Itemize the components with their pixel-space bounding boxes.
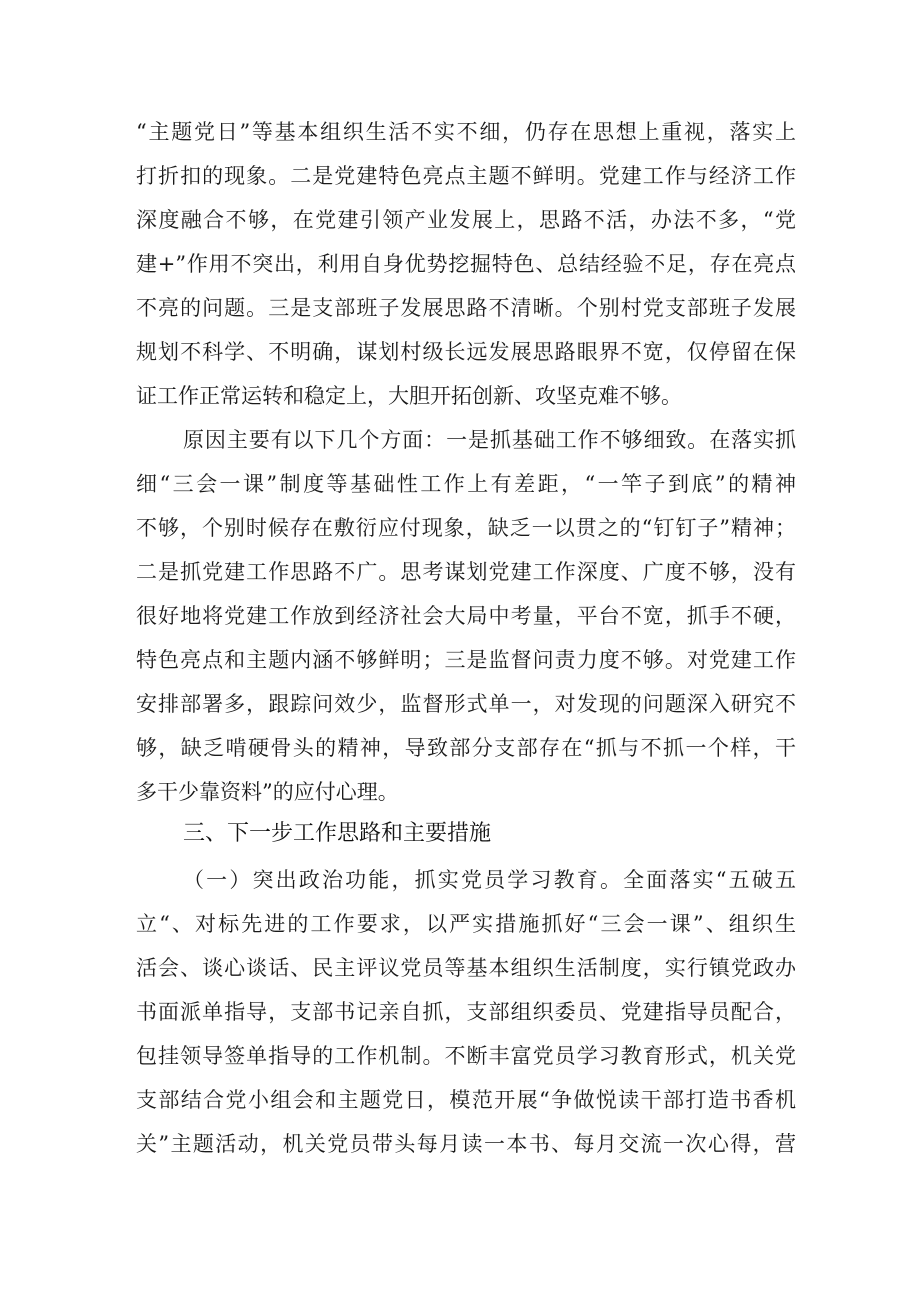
- paragraph-line: 关”主题活动，机关党员带头每月读一本书、每月交流一次心得，营: [136, 1132, 796, 1156]
- paragraph-line: 够，缺乏啃硬骨头的精神，导致部分支部存在“抓与不抓一个样，干: [136, 736, 796, 760]
- paragraph-line: 打折扣的现象。二是党建特色亮点主题不鲜明。党建工作与经济工作: [136, 164, 796, 188]
- paragraph-line: 建+”作用不突出，利用自身优势挖掘特色、总结经验不足，存在亮点: [136, 252, 796, 276]
- paragraph-line: （一）突出政治功能，抓实党员学习教育。全面落实“五破五: [183, 868, 796, 892]
- paragraph-line: 书面派单指导，支部书记亲自抓，支部组织委员、党建指导员配合，: [136, 1000, 796, 1024]
- paragraph-line: 细“三会一课”制度等基础性工作上有差距，“一竿子到底”的精神: [136, 472, 796, 496]
- paragraph-line: 特色亮点和主题内涵不够鲜明；三是监督问责力度不够。对党建工作: [136, 648, 796, 672]
- paragraph-line: 支部结合党小组会和主题党日，模范开展“争做悦读干部打造书香机: [136, 1088, 796, 1112]
- paragraph-line: 多干少靠资料”的应付心理。: [136, 780, 399, 804]
- paragraph-line: 深度融合不够，在党建引领产业发展上，思路不活，办法不多，“党: [136, 208, 796, 232]
- paragraph-line: 不够，个别时候存在敷衍应付现象，缺乏一以贯之的“钉钉子”精神；: [136, 516, 796, 540]
- paragraph-line: 活会、谈心谈话、民主评议党员等基本组织生活制度，实行镇党政办: [136, 956, 796, 980]
- paragraph-line: 不亮的问题。三是支部班子发展思路不清晰。个别村党支部班子发展: [136, 296, 796, 320]
- paragraph-line: 规划不科学、不明确，谋划村级长远发展思路眼界不宽，仅停留在保: [136, 340, 796, 364]
- paragraph-line: 二是抓党建工作思路不广。思考谋划党建工作深度、广度不够，没有: [136, 560, 796, 584]
- paragraph-line: 证工作正常运转和稳定上，大胆开拓创新、攻坚克难不够。: [136, 384, 682, 408]
- paragraph-line: 很好地将党建工作放到经济社会大局中考量，平台不宽，抓手不硬，: [136, 604, 796, 628]
- paragraph-line: 立“、对标先进的工作要求，以严实措施抓好“三会一课”、组织生: [136, 912, 796, 936]
- paragraph-line: 包挂领导签单指导的工作机制。不断丰富党员学习教育形式，机关党: [136, 1044, 796, 1068]
- paragraph-line: “主题党日”等基本组织生活不实不细，仍存在思想上重视，落实上: [136, 120, 796, 144]
- section-heading: 三、下一步工作思路和主要措施: [183, 821, 492, 846]
- paragraph-line: 安排部署多，跟踪问效少，监督形式单一，对发现的问题深入研究不: [136, 692, 796, 716]
- paragraph-line: 原因主要有以下几个方面：一是抓基础工作不够细致。在落实抓: [183, 428, 796, 452]
